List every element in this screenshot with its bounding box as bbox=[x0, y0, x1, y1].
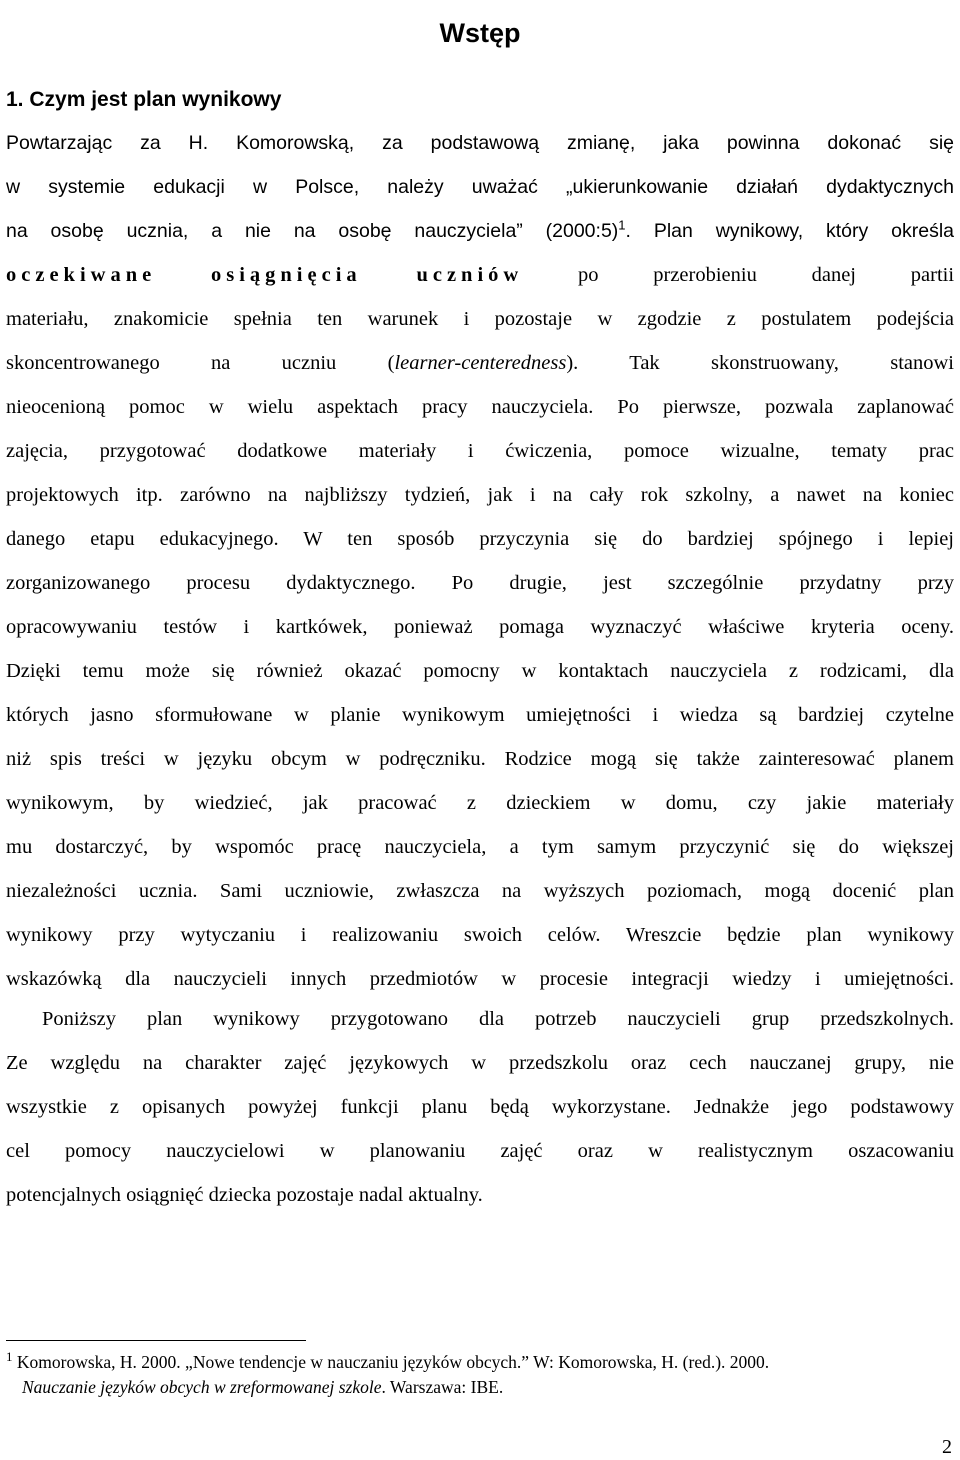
text-line: Ze względu na charakter zajęć językowych w przedszkolu oraz cech nauczanej grupy, nie bbox=[6, 1052, 954, 1074]
text-line: Poniższy plan wynikowy przygotowano dla potrzeb nauczycieli grup przedszkolnych. bbox=[42, 1008, 954, 1030]
text-line: materiału, znakomicie spełnia ten warunek i pozostaje w zgodzie z postulatem podejścia bbox=[6, 308, 954, 330]
text-line: cel pomocy nauczycielowi w planowaniu zajęć oraz w realistycznym oszacowaniu bbox=[6, 1140, 954, 1162]
text-line: wskazówką dla nauczycieli innych przedmiotów w procesie integracji wiedzy i umiejętności. bbox=[6, 968, 954, 990]
text-span: skoncentrowanego na uczniu ( bbox=[6, 352, 395, 374]
text-span: na osobę ucznia, a nie na osobę nauczyciela” (2000:5) bbox=[6, 220, 619, 242]
page-title: Wstęp bbox=[439, 18, 521, 49]
footnote-publisher: . Warszawa: IBE. bbox=[381, 1377, 504, 1397]
emphasis-achievements: osiągnięcia bbox=[210, 264, 362, 286]
footnote-line bbox=[6, 1350, 954, 1375]
text-line: projektowych itp. zarówno na najbliższy tydzień, jak i na cały rok szkolny, a nawet na koniec bbox=[6, 484, 954, 506]
section-heading: 1. Czym jest plan wynikowy bbox=[6, 88, 282, 111]
text-line: których jasno sformułowane w planie wynikowym umiejętności i wiedza są bardziej czytelne bbox=[6, 704, 954, 726]
text-line: Dzięki temu może się również okazać pomocny w kontaktach nauczyciela z rodzicami, dla bbox=[6, 660, 954, 682]
text-line bbox=[6, 216, 954, 260]
footnote-citation: Komorowska, H. 2000. „Nowe tendencje w nauczaniu języków obcych.” W: Komorowska, H. (red.). 2000. bbox=[12, 1352, 770, 1372]
italic-term: learner-centeredness bbox=[394, 352, 567, 374]
text-line: opracowywaniu testów i kartkówek, ponieważ pomaga wyznaczyć właściwe kryteria oceny. bbox=[6, 616, 954, 638]
emphasis-students: uczniów bbox=[416, 264, 524, 286]
text-line: Powtarzając za H. Komorowską, za podstawową zmianę, jaka powinna dokonać się bbox=[6, 132, 954, 154]
text-line: zajęcia, przygotować dodatkowe materiały i ćwiczenia, pomoce wizualne, tematy prac bbox=[6, 440, 954, 462]
text-line: niezależności ucznia. Sami uczniowie, zwłaszcza na wyższych poziomach, mogą docenić plan bbox=[6, 880, 954, 902]
paragraph-2 bbox=[6, 1004, 954, 1224]
paragraph-1 bbox=[6, 128, 954, 1008]
text-line: w systemie edukacji w Polsce, należy uważać „ukierunkowanie działań dydaktycznych bbox=[6, 176, 954, 198]
text-line bbox=[6, 260, 954, 304]
footnote-ref[interactable]: 1 bbox=[618, 217, 626, 233]
text-line: potencjalnych osiągnięć dziecka pozostaje nadal aktualny. bbox=[6, 1184, 483, 1206]
emphasis-expected: oczekiwane bbox=[6, 264, 157, 286]
page-number: 2 bbox=[942, 1436, 952, 1458]
text-line: mu dostarczyć, by wspomóc pracę nauczyciela, a tym samym przyczynić się do większej bbox=[6, 836, 954, 858]
text-line bbox=[6, 348, 954, 392]
footnote-number: 1 bbox=[6, 1349, 13, 1365]
footnote-line bbox=[6, 1375, 954, 1400]
footnote-book-title: Nauczanie języków obcych w zreformowanej szkole bbox=[22, 1377, 382, 1397]
footnote bbox=[6, 1350, 954, 1400]
text-line: niż spis treści w języku obcym w podręczniku. Rodzice mogą się także zainteresować planem bbox=[6, 748, 954, 770]
text-line: zorganizowanego procesu dydaktycznego. Po drugie, jest szczególnie przydatny przy bbox=[6, 572, 954, 594]
text-span: . Plan wynikowy, który określa bbox=[625, 220, 954, 242]
text-span: ). Tak skonstruowany, stanowi bbox=[566, 352, 954, 374]
text-span: po przerobieniu danej partii bbox=[577, 264, 955, 286]
footnote-separator bbox=[6, 1340, 306, 1341]
text-line: wszystkie z opisanych powyżej funkcji planu będą wykorzystane. Jednakże jego podstawowy bbox=[6, 1096, 954, 1118]
text-line: danego etapu edukacyjnego. W ten sposób przyczynia się do bardziej spójnego i lepiej bbox=[6, 528, 954, 550]
text-line: nieocenioną pomoc w wielu aspektach pracy nauczyciela. Po pierwsze, pozwala zaplanować bbox=[6, 396, 954, 418]
text-line: wynikowym, by wiedzieć, jak pracować z dzieckiem w domu, czy jakie materiały bbox=[6, 792, 954, 814]
text-line: wynikowy przy wytyczaniu i realizowaniu swoich celów. Wreszcie będzie plan wynikowy bbox=[6, 924, 954, 946]
